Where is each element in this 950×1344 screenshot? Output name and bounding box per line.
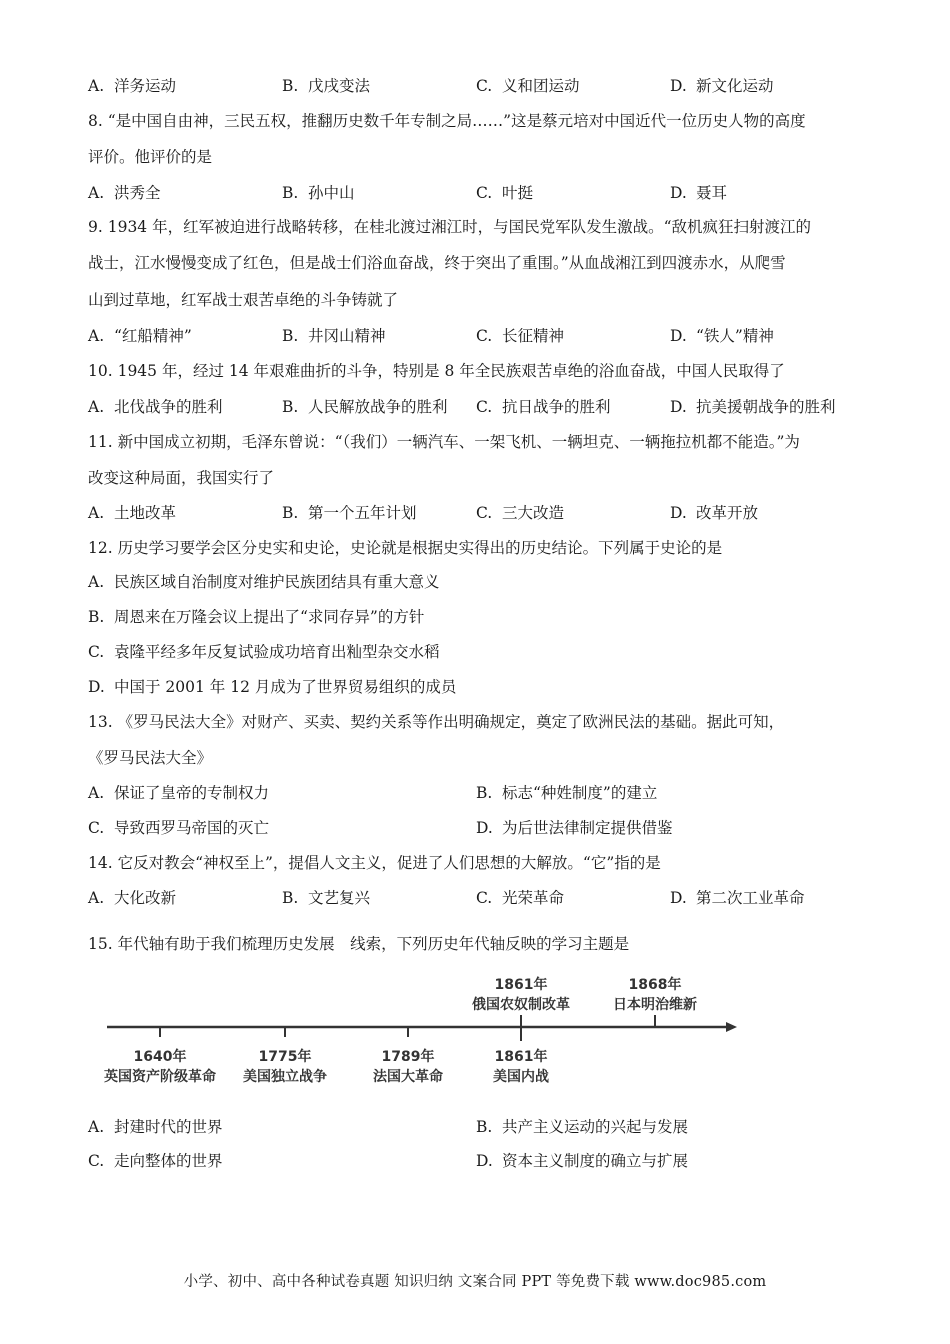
q10-option-a: A. 北伐战争的胜利 <box>88 398 223 416</box>
q12-stem: 12. 历史学习要学会区分史实和史论，史论就是根据史实得出的历史结论。下列属于史论的是 <box>88 539 723 557</box>
q13-option-c: C. 导致西罗马帝国的灭亡 <box>88 819 270 837</box>
q9-option-c: C. 长征精神 <box>476 327 565 345</box>
q7-option-a: A. 洋务运动 <box>88 77 177 95</box>
q9-stem-cont1: 战士，江水慢慢变成了红色，但是战士们浴血奋战，终于突出了重围。”从血战湘江到四渡赤水，从爬雪 <box>88 254 786 272</box>
q14-option-c: C. 光荣革命 <box>476 889 565 907</box>
q13-option-b: B. 标志“种姓制度”的建立 <box>476 784 658 802</box>
q11-option-b: B. 第一个五年计划 <box>282 504 417 522</box>
q10-option-d: D. 抗美援朝战争的胜利 <box>670 398 836 416</box>
above-year-1: 1861年 <box>494 977 548 993</box>
below-year-1: 1640年 <box>133 1049 187 1065</box>
q7-option-b: B. 戊戌变法 <box>282 77 371 95</box>
q14-stem: 14. 它反对教会“神权至上”，提倡人文主义，促进了人们思想的大解放。“它”指的是 <box>88 854 661 872</box>
q12-option-b: B. 周恩来在万隆会议上提出了“求同存异”的方针 <box>88 608 425 626</box>
q13-option-a: A. 保证了皇帝的专制权力 <box>88 784 270 802</box>
q8-option-d: D. 聂耳 <box>670 184 728 202</box>
page-footer: 小学、初中、高中各种试卷真题 知识归纳 文案合同 PPT 等免费下载 www.doc985.com <box>183 1274 767 1290</box>
q12-option-a: A. 民族区域自治制度对维护民族团结具有重大意义 <box>88 573 440 591</box>
below-event-1: 英国资产阶级革命 <box>104 1069 216 1085</box>
q15-timeline <box>85 975 745 1090</box>
q15-option-c: C. 走向整体的世界 <box>88 1152 223 1170</box>
q12-option-c: C. 袁隆平经多年反复试验成功培育出籼型杂交水稻 <box>88 643 440 661</box>
q15-stem: 15. 年代轴有助于我们梳理历史发展 线索，下列历史年代轴反映的学习主题是 <box>88 935 630 953</box>
q8-stem: 8. “是中国自由神，三民五权，推翻历史数千年专制之局……”这是蔡元培对中国近代一位历史人物的高度 <box>88 112 806 130</box>
q13-option-d: D. 为后世法律制定提供借鉴 <box>476 819 673 837</box>
below-year-2: 1775年 <box>258 1049 312 1065</box>
q9-option-d: D. “铁人”精神 <box>670 327 774 345</box>
below-event-3: 法国大革命 <box>373 1069 443 1085</box>
q15-option-a: A. 封建时代的世界 <box>88 1118 223 1136</box>
q11-option-c: C. 三大改造 <box>476 504 565 522</box>
q8-option-c: C. 叶挺 <box>476 184 534 202</box>
q15-option-b: B. 共产主义运动的兴起与发展 <box>476 1118 689 1136</box>
q10-option-b: B. 人民解放战争的胜利 <box>282 398 448 416</box>
q15-option-d: D. 资本主义制度的确立与扩展 <box>476 1152 689 1170</box>
timeline-figure <box>85 975 745 1090</box>
below-year-3: 1789年 <box>381 1049 435 1065</box>
q13-stem: 13. 《罗马民法大全》对财产、买卖、契约关系等作出明确规定，奠定了欧洲民法的基础。据此可知， <box>88 713 785 731</box>
q9-stem-cont2: 山到过草地，红军战士艰苦卓绝的斗争铸就了 <box>88 291 399 309</box>
q9-option-a: A. “红船精神” <box>88 327 192 345</box>
above-event-2: 日本明治维新 <box>613 997 697 1013</box>
q11-option-d: D. 改革开放 <box>670 504 759 522</box>
q14-option-d: D. 第二次工业革命 <box>670 889 805 907</box>
q7-option-c: C. 义和团运动 <box>476 77 580 95</box>
q10-stem: 10. 1945 年，经过 14 年艰难曲折的斗争，特别是 8 年全民族艰苦卓绝的浴血奋战，中国人民取得了 <box>88 362 785 380</box>
q11-stem-cont: 改变这种局面，我国实行了 <box>88 469 275 487</box>
q14-option-a: A. 大化改新 <box>88 889 177 907</box>
above-event-1: 俄国农奴制改革 <box>472 997 570 1013</box>
q13-stem-cont: 《罗马民法大全》 <box>88 749 213 767</box>
q8-option-a: A. 洪秀全 <box>88 184 161 202</box>
q8-option-b: B. 孙中山 <box>282 184 355 202</box>
q9-stem: 9. 1934 年，红军被迫进行战略转移，在桂北渡过湘江时，与国民党军队发生激战。“敌机疯狂扫射渡江的 <box>88 218 812 236</box>
below-event-2: 美国独立战争 <box>243 1069 327 1085</box>
q9-option-b: B. 井冈山精神 <box>282 327 386 345</box>
above-year-2: 1868年 <box>628 977 682 993</box>
q11-option-a: A. 土地改革 <box>88 504 177 522</box>
q8-stem-cont: 评价。他评价的是 <box>88 148 213 166</box>
below-year-4: 1861年 <box>494 1049 548 1065</box>
q7-option-d: D. 新文化运动 <box>670 77 774 95</box>
q11-stem: 11. 新中国成立初期，毛泽东曾说：“（我们）一辆汽车、一架飞机、一辆坦克、一辆拖拉机都不能造。”为 <box>88 433 800 451</box>
q10-option-c: C. 抗日战争的胜利 <box>476 398 611 416</box>
q14-option-b: B. 文艺复兴 <box>282 889 371 907</box>
q12-option-d: D. 中国于 2001 年 12 月成为了世界贸易组织的成员 <box>88 678 457 696</box>
timeline-arrow <box>726 1022 737 1032</box>
below-event-4: 美国内战 <box>493 1069 549 1085</box>
